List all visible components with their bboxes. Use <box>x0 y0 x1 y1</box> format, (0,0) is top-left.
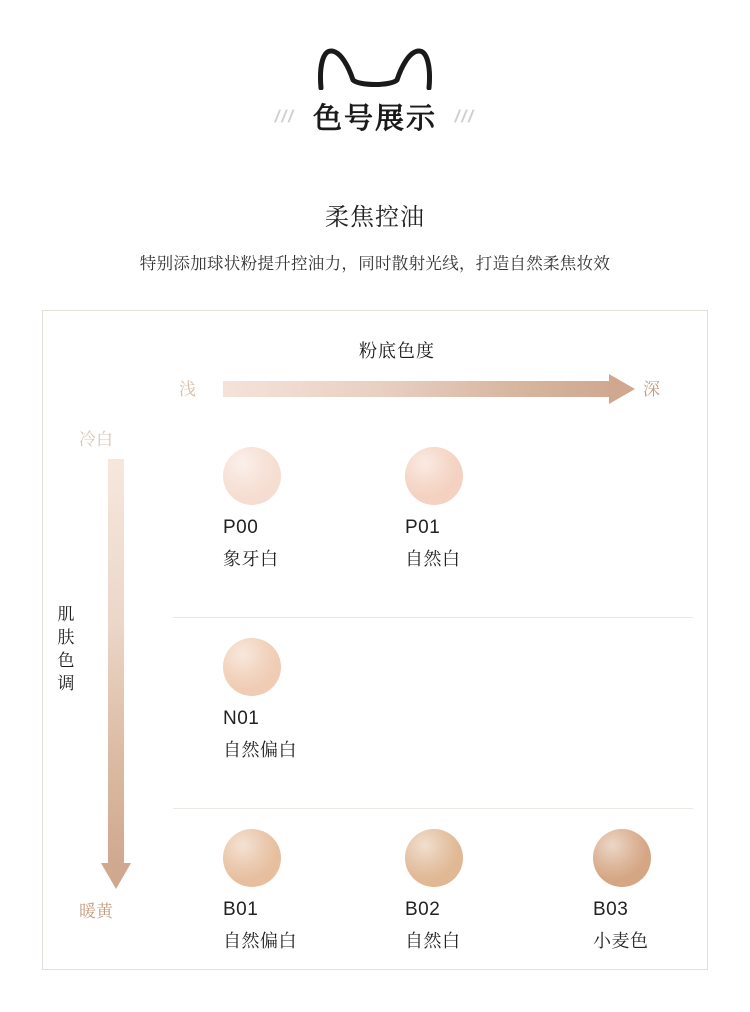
vertical-axis <box>79 427 131 921</box>
horizontal-gradient-bar <box>223 381 613 397</box>
shade-row <box>173 809 693 999</box>
vertical-axis-bottom-label: 暖黄 <box>79 902 113 921</box>
shade-name: 象牙白 <box>223 549 279 569</box>
shade-item[interactable] <box>223 447 281 571</box>
shade-chart-panel <box>42 310 708 970</box>
shade-swatch <box>223 447 281 505</box>
shade-swatch <box>593 829 651 887</box>
horizontal-axis-start-label: 浅 <box>179 380 196 399</box>
shade-code: B02 <box>405 899 441 920</box>
vertical-gradient-bar <box>108 459 124 867</box>
vertical-axis-top-label: 冷白 <box>79 430 113 449</box>
shade-swatch <box>223 638 281 696</box>
shade-name: 自然白 <box>405 931 461 951</box>
section-subtitle: 柔焦控油 <box>325 204 425 231</box>
shade-item[interactable] <box>223 829 297 953</box>
shade-code: P01 <box>405 517 441 538</box>
cat-ears-decoration <box>315 46 435 90</box>
shade-name: 自然偏白 <box>223 740 297 760</box>
shade-row <box>173 618 693 809</box>
shade-item[interactable] <box>593 829 651 953</box>
shade-row <box>173 427 693 618</box>
shade-code: P00 <box>223 517 259 538</box>
shade-item[interactable] <box>223 638 297 762</box>
horizontal-axis <box>179 375 679 403</box>
shade-swatch <box>223 829 281 887</box>
shade-name: 自然白 <box>405 549 461 569</box>
slash-right-decoration: /// <box>453 106 478 126</box>
title-row <box>0 96 750 137</box>
shade-name: 自然偏白 <box>223 931 297 951</box>
shade-code: B01 <box>223 899 259 920</box>
shade-code: B03 <box>593 899 629 920</box>
shade-rows <box>173 427 693 999</box>
shade-item[interactable] <box>405 829 463 953</box>
shade-code: N01 <box>223 708 260 729</box>
section-description: 特别添加球状粉提升控油力，同时散射光线，打造自然柔焦妆效 <box>139 255 611 273</box>
horizontal-axis-arrow-icon <box>609 374 635 404</box>
horizontal-axis-title <box>43 337 707 363</box>
page-header <box>0 0 750 137</box>
shade-swatch <box>405 447 463 505</box>
shade-item[interactable] <box>405 447 463 571</box>
shade-swatch <box>405 829 463 887</box>
vertical-axis-title: 肌肤色调 <box>57 605 75 693</box>
vertical-axis-arrow-icon <box>101 863 131 889</box>
horizontal-axis-title-text: 粉底色度 <box>359 341 435 361</box>
page-title: 色号展示 <box>312 103 437 135</box>
slash-left-decoration: /// <box>272 106 298 126</box>
shade-name: 小麦色 <box>593 931 649 951</box>
horizontal-axis-end-label: 深 <box>643 380 660 399</box>
